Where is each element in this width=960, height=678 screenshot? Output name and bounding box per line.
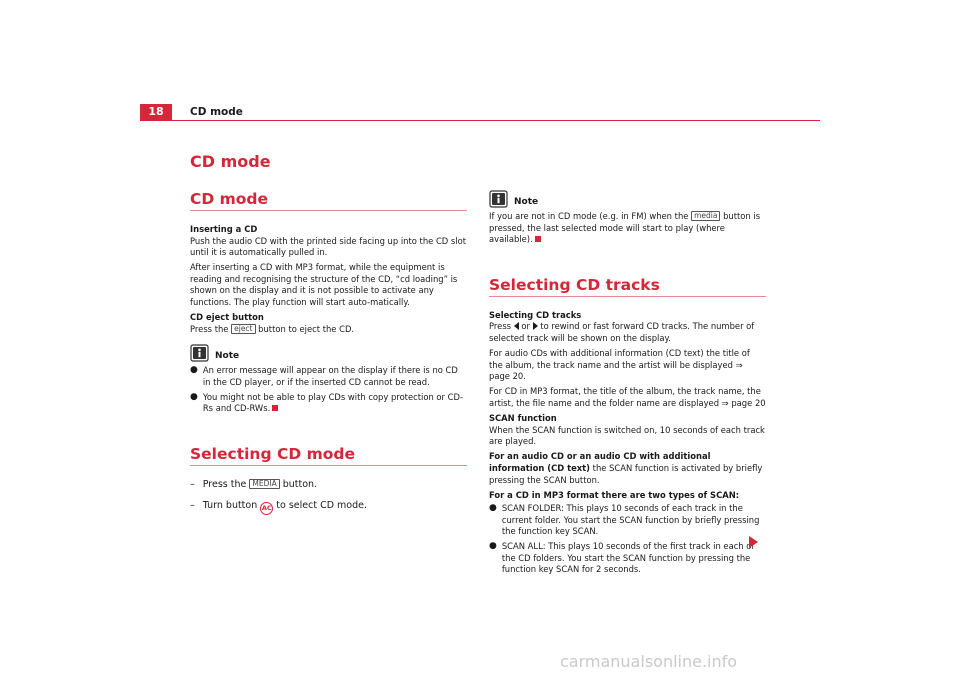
media-key: media [691, 211, 720, 221]
continue-arrow-icon [749, 536, 758, 548]
section-title-selecting-cd-mode: Selecting CD mode [190, 444, 355, 463]
inserting-paragraph-2: After inserting a CD with MP3 format, while the equipment is reading and recognising the structure of the CD, “cd loading” is shown on the display and it is not possible to activate any functions. The play function will start auto-matically. [190, 262, 458, 308]
right-column [489, 190, 766, 579]
page-number: 18 [140, 104, 172, 120]
tracks-paragraph-1: Press or to rewind or fast forward CD tracks. The number of selected track will be shown on the display. [489, 321, 755, 343]
eject-key: eject [231, 324, 255, 334]
rotary-knob-icon: AC [260, 502, 273, 515]
scan-item: ● SCAN FOLDER: This plays 10 seconds of each track in the current folder. You start the SCAN function by briefly pressing the function key SCAN. [489, 503, 760, 537]
eject-paragraph: Press the eject button to eject the CD. [190, 323, 355, 334]
eject-heading: CD eject button [190, 312, 264, 323]
bullet-icon: ● [489, 503, 497, 514]
step-1: – Press the MEDIA button. [190, 478, 318, 490]
note-block [489, 190, 766, 208]
section-title-cd-mode: CD mode [190, 190, 269, 208]
step-2: – Turn button AC to select CD mode. [190, 499, 467, 515]
bullet-icon: ● [190, 365, 198, 376]
end-of-section-icon [535, 236, 541, 242]
section-rule [190, 210, 467, 211]
inserting-heading: Inserting a CD [190, 224, 258, 234]
footer-watermark: carmanualsonline.info [560, 652, 738, 671]
bullet-icon: ● [190, 391, 198, 402]
info-note-icon [190, 344, 209, 362]
note-block [190, 344, 467, 362]
tracks-paragraph-3: For CD in MP3 format, the title of the album, the track name, the artist, the file name and the folder name are displayed ⇒ page 20 [489, 386, 766, 408]
left-column [190, 190, 467, 523]
note-item: ● An error message will appear on the display if there is no CD in the CD player, or if the inserted CD cannot be read. [190, 365, 458, 387]
section-title-selecting-cd-tracks: Selecting CD tracks [489, 275, 660, 294]
note-label: Note [215, 351, 240, 362]
note-item: ● You might not be able to play CDs with copy protection or CD-Rs and CD-RWs. [190, 391, 463, 414]
note-paragraph: If you are not in CD mode (e.g. in FM) when the media button is pressed, the last selected mode will start to play (where available). [489, 211, 761, 245]
media-key: MEDIA [249, 479, 279, 489]
chapter-title: CD mode [190, 152, 271, 171]
header-rule [140, 120, 820, 121]
scan-heading: SCAN function [489, 413, 557, 424]
bullet-icon: ● [489, 540, 497, 551]
running-header-title: CD mode [190, 106, 243, 118]
tracks-paragraph-2: For audio CDs with additional information (CD text) the title of the album, the track name and the artist will be displayed ⇒ page 20. [489, 348, 750, 382]
end-of-section-icon [272, 405, 278, 411]
section-rule [489, 296, 766, 297]
inserting-paragraph-1: Push the audio CD with the printed side facing up into the CD slot until it is automatically pulled in. [190, 235, 466, 258]
scan-paragraph-1: When the SCAN function is switched on, 10 seconds of each track are played. [489, 424, 765, 447]
section-rule [190, 465, 467, 466]
info-note-icon [489, 190, 508, 208]
note-label: Note [514, 197, 539, 207]
scan-item: ● SCAN ALL: This plays 10 seconds of the first track in each of the CD folders. You start the SCAN function by pressing the function key SCAN for 2 seconds. [489, 540, 755, 575]
tracks-heading: Selecting CD tracks [489, 309, 582, 320]
scan-paragraph-3: For a CD in MP3 format there are two types of SCAN: [489, 489, 740, 500]
scan-paragraph-2: For an audio CD or an audio CD with additional information (CD text) the SCAN function is activated by briefly pressing the SCAN button. [489, 451, 763, 485]
